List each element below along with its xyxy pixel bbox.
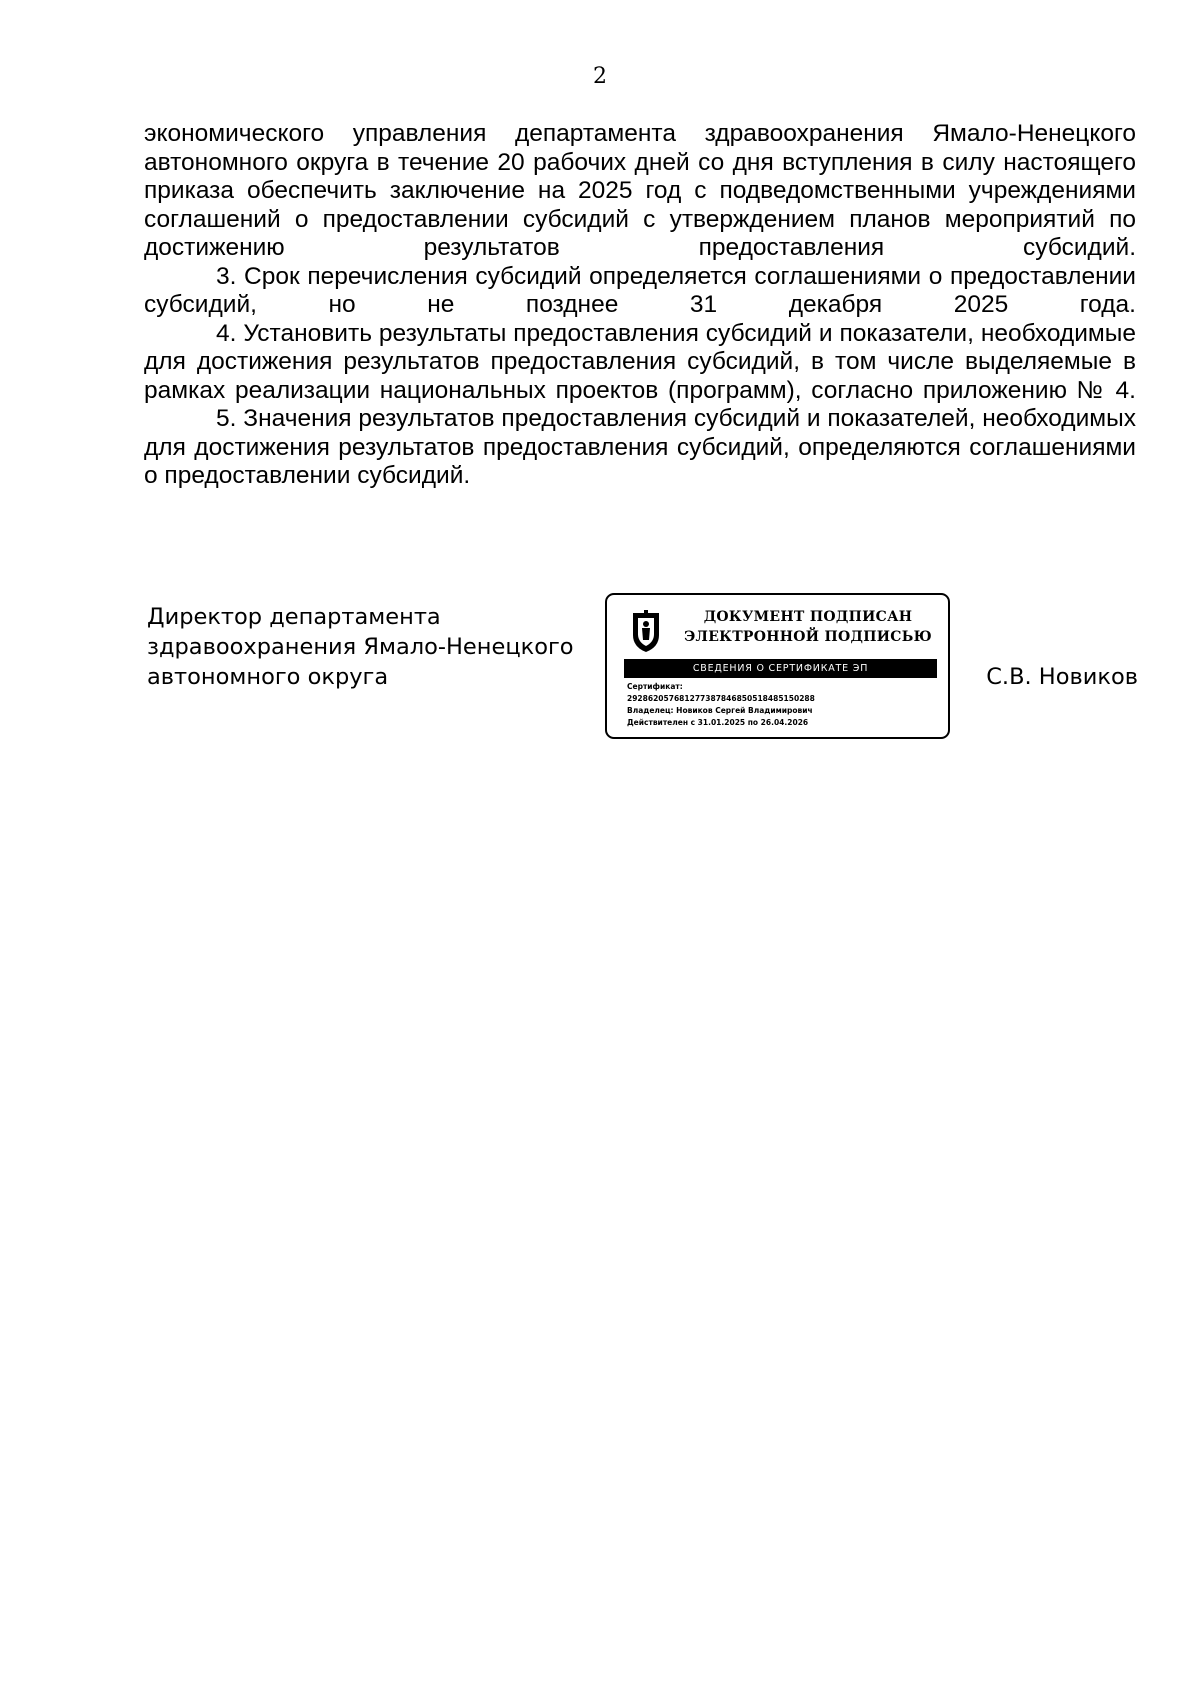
- certificate-details: [627, 681, 947, 729]
- signer-name: С.В. Новиков: [986, 664, 1138, 690]
- coat-of-arms-icon: [629, 609, 663, 655]
- certificate-number: 292862057681277387846850518485150288: [627, 694, 815, 703]
- signer-position-line: здравоохранения Ямало-Ненецкого: [147, 634, 574, 660]
- signer-position: [147, 602, 587, 692]
- signer-position-line: Директор департамента: [147, 604, 441, 630]
- stamp-heading-line: ЭЛЕКТРОННОЙ ПОДПИСЬЮ: [684, 629, 932, 645]
- paragraph-continued: экономического управления департамента здравоохранения Ямало-Ненецкого автономного округа в течение 20 рабочих дней со дня вступления в силу настоящего приказа обеспечить заключение на 2025 год с подведомственными учреждениями соглашений о предоставлении субсидий с утверждением планов мероприятий по достижению результатов предоставления субсидий.: [144, 120, 1136, 261]
- paragraph-item-3: 3. Срок перечисления субсидий определяется соглашениями о предоставлении субсидий, но не позднее 31 декабря 2025 года.: [144, 262, 1136, 318]
- page-number: 2: [593, 64, 607, 89]
- certificate-label: Сертификат:: [627, 682, 683, 691]
- signer-position-line: автономного округа: [147, 664, 389, 690]
- paragraph-item-5: 5. Значения результатов предоставления субсидий и показателей, необходимых для достижения результатов предоставления субсидий, определяются соглашениями о предоставлении субсидий.: [144, 405, 1136, 489]
- certificate-info-bar: СВЕДЕНИЯ О СЕРТИФИКАТЕ ЭП: [624, 659, 937, 678]
- electronic-signature-stamp: [605, 593, 950, 739]
- stamp-heading-line: ДОКУМЕНТ ПОДПИСАН: [703, 609, 913, 625]
- paragraph-item-4: 4. Установить результаты предоставления субсидий и показатели, необходимые для достижения результатов предоставления субсидий, в том числе выделяемые в рамках реализации национальных проектов (программ), согласно приложению № 4.: [144, 319, 1136, 404]
- document-body: [144, 120, 1136, 491]
- certificate-validity: Действителен с 31.01.2025 по 26.04.2026: [627, 718, 809, 727]
- stamp-heading: [673, 607, 943, 647]
- certificate-owner: Владелец: Новиков Сергей Владимирович: [627, 706, 813, 715]
